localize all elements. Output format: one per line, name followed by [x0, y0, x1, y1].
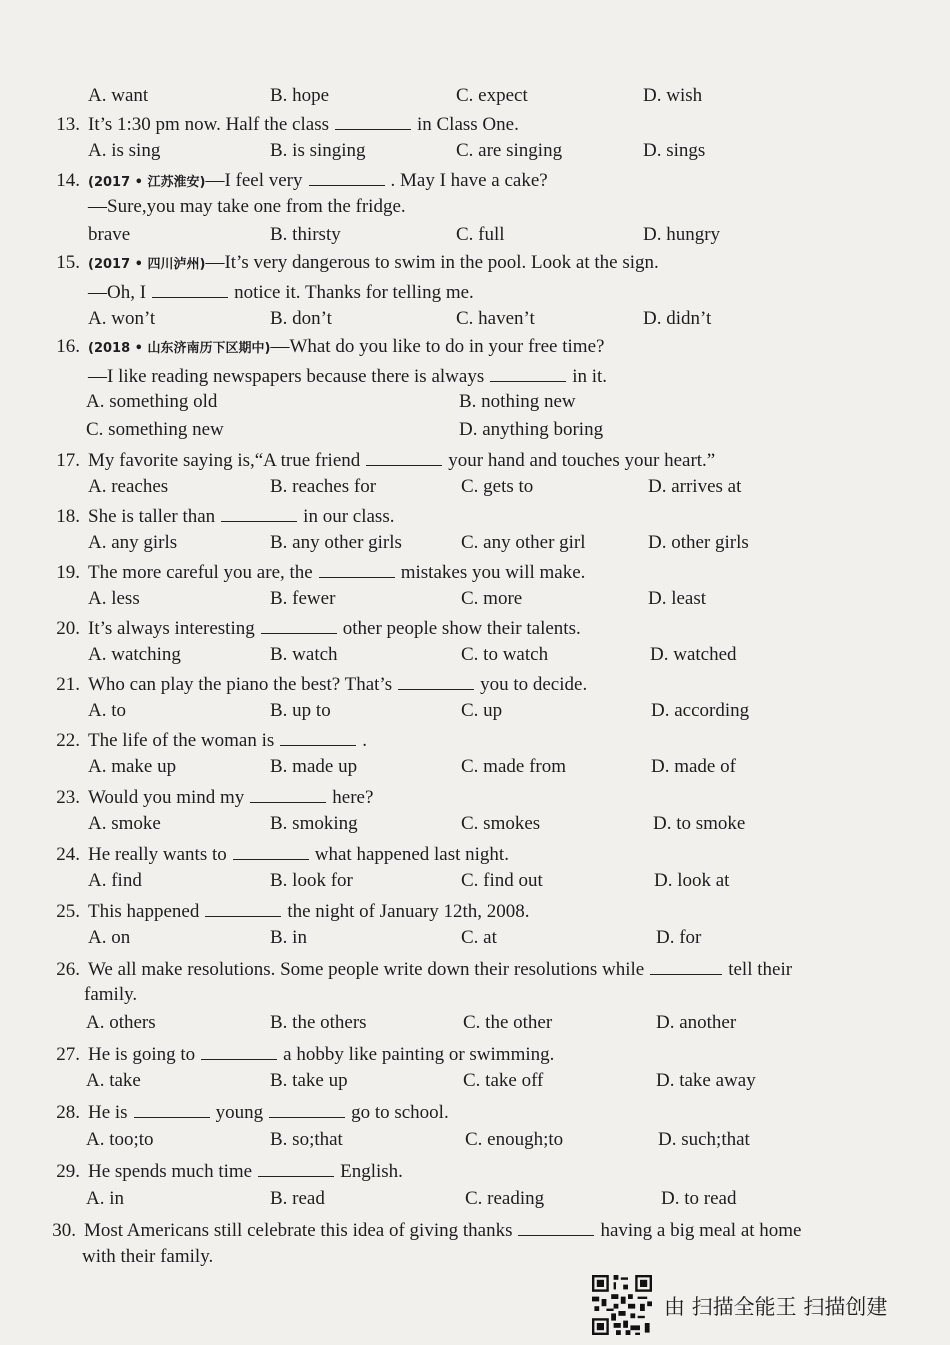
q19-stem: [44, 559, 585, 585]
question-number: 27.: [56, 1044, 80, 1065]
q12-option-c: C. expect: [456, 85, 528, 106]
q26-stem: [44, 956, 792, 982]
q26-option-a: A. others: [86, 1012, 156, 1033]
stem-text: He spends much time: [88, 1161, 253, 1182]
question-number: 28.: [56, 1102, 80, 1123]
q17-option-c: C. gets to: [461, 476, 534, 497]
stem-text: what happened last night.: [314, 844, 509, 865]
q29-option-b: B. read: [270, 1188, 325, 1209]
q13-option-c: C. are singing: [456, 140, 563, 161]
answer-blank: [221, 503, 297, 522]
stem-text: He is going to: [88, 1044, 196, 1065]
question-number: 24.: [56, 844, 80, 865]
question-source: (2017 • 四川泸州): [88, 257, 206, 272]
question-number: 30.: [52, 1220, 76, 1241]
q18-option-c: C. any other girl: [461, 532, 586, 553]
q16-option-a: A. something old: [86, 391, 218, 412]
stem-text: you to decide.: [480, 674, 588, 695]
q16-option-c: C. something new: [86, 419, 224, 440]
stem-text: go to school.: [351, 1102, 449, 1123]
q23-stem: [44, 784, 373, 810]
stem-text: —I feel very: [205, 170, 303, 191]
q18-option-d: D. other girls: [648, 532, 749, 553]
stem-text: This happened: [88, 901, 200, 922]
q26-option-b: B. the others: [270, 1012, 367, 1033]
stem-text: He is: [88, 1102, 128, 1123]
q12-option-d: D. wish: [643, 85, 703, 106]
q20-option-b: B. watch: [270, 644, 338, 665]
answer-blank: [490, 363, 566, 382]
q13-stem: [44, 111, 519, 137]
question-source: (2018 • 山东济南历下区期中): [88, 341, 271, 356]
qr-code-icon: [592, 1275, 652, 1335]
q18-stem: [44, 503, 394, 529]
q25-stem: [44, 898, 530, 924]
stem-text: in Class One.: [416, 114, 519, 135]
q28-option-b: B. so;that: [270, 1129, 343, 1150]
q14-option-a: brave: [88, 224, 131, 245]
answer-blank: [258, 1158, 334, 1177]
q29-option-a: A. in: [86, 1188, 124, 1209]
q14-option-c: C. full: [456, 224, 505, 245]
q29-option-c: C. reading: [465, 1188, 545, 1209]
q21-option-d: D. according: [651, 700, 750, 721]
scan-label: 由 扫描全能王 扫描创建: [664, 1295, 888, 1319]
q27-option-b: B. take up: [270, 1070, 348, 1091]
q14-option-b: B. thirsty: [270, 224, 341, 245]
q24-option-b: B. look for: [270, 870, 353, 891]
q30-stem: [40, 1217, 802, 1243]
q22-stem: [44, 727, 367, 753]
stem-text: the night of January 12th, 2008.: [287, 901, 530, 922]
q24-option-a: A. find: [88, 870, 142, 891]
stem-text: other people show their talents.: [342, 618, 581, 639]
q25-option-d: D. for: [656, 927, 702, 948]
stem-text: .: [362, 730, 368, 751]
answer-blank: [233, 841, 309, 860]
q15-line2: [88, 279, 474, 305]
q14-option-d: D. hungry: [643, 224, 721, 245]
question-number: 21.: [56, 674, 80, 695]
stem-text: mistakes you will make.: [400, 562, 586, 583]
question-number: 22.: [56, 730, 80, 751]
question-number: 17.: [56, 450, 80, 471]
answer-blank: [134, 1099, 210, 1118]
q12-option-a: A. want: [88, 85, 149, 106]
q21-option-a: A. to: [88, 700, 126, 721]
answer-blank: [366, 447, 442, 466]
stem-text: —Oh, I: [88, 282, 147, 303]
stem-text: your hand and touches your heart.”: [448, 450, 716, 471]
q19-option-d: D. least: [648, 588, 707, 609]
q19-option-b: B. fewer: [270, 588, 336, 609]
q26-line2: family.: [84, 984, 138, 1005]
q16-option-d: D. anything boring: [459, 419, 604, 440]
answer-blank: [398, 671, 474, 690]
q24-option-d: D. look at: [654, 870, 730, 891]
q23-option-d: D. to smoke: [653, 813, 746, 834]
stem-text: in our class.: [303, 506, 395, 527]
q13-option-d: D. sings: [643, 140, 706, 161]
q25-option-a: A. on: [88, 927, 131, 948]
stem-text: Who can play the piano the best? That’s: [88, 674, 393, 695]
q27-stem: [44, 1041, 554, 1067]
stem-text: . May I have a cake?: [390, 170, 548, 191]
q16-line2: [88, 363, 607, 389]
stem-text: It’s 1:30 pm now. Half the class: [88, 114, 329, 135]
stem-text: English.: [340, 1161, 403, 1182]
stem-text: —I like reading newspapers because there is always: [88, 366, 485, 387]
question-number: 18.: [56, 506, 80, 527]
question-number: 26.: [56, 959, 80, 980]
q20-stem: [44, 615, 581, 641]
q22-option-d: D. made of: [651, 756, 736, 777]
q24-option-c: C. find out: [461, 870, 543, 891]
stem-text: here?: [332, 787, 374, 808]
q26-option-c: C. the other: [463, 1012, 553, 1033]
q27-option-d: D. take away: [656, 1070, 756, 1091]
answer-blank: [309, 167, 385, 186]
q27-option-a: A. take: [86, 1070, 141, 1091]
stem-text: The life of the woman is: [88, 730, 275, 751]
stem-text: The more careful you are, the: [88, 562, 313, 583]
q15-option-d: D. didn’t: [643, 308, 712, 329]
q22-option-a: A. make up: [88, 756, 177, 777]
q20-option-d: D. watched: [650, 644, 737, 665]
q30-line2: with their family.: [82, 1246, 214, 1267]
q17-option-d: D. arrives at: [648, 476, 742, 497]
question-number: 16.: [56, 336, 80, 357]
q18-option-b: B. any other girls: [270, 532, 402, 553]
stem-text: My favorite saying is,“A true friend: [88, 450, 361, 471]
stem-text: a hobby like painting or swimming.: [283, 1044, 555, 1065]
q15-stem: [44, 251, 659, 277]
q28-option-d: D. such;that: [658, 1129, 750, 1150]
stem-text: We all make resolutions. Some people write down their resolutions while: [88, 959, 645, 980]
question-number: 15.: [56, 252, 80, 273]
q21-option-b: B. up to: [270, 700, 331, 721]
stem-text: He really wants to: [88, 844, 227, 865]
q23-option-b: B. smoking: [270, 813, 358, 834]
answer-blank: [152, 279, 228, 298]
q29-option-d: D. to read: [661, 1188, 737, 1209]
q19-option-a: A. less: [88, 588, 140, 609]
q28-option-a: A. too;to: [86, 1129, 154, 1150]
q29-stem: [44, 1158, 403, 1184]
q28-stem: [44, 1099, 449, 1125]
q22-option-b: B. made up: [270, 756, 358, 777]
question-source: (2017 • 江苏淮安): [88, 175, 206, 190]
q17-option-b: B. reaches for: [270, 476, 377, 497]
stem-text: in it.: [572, 366, 608, 387]
answer-blank: [319, 559, 395, 578]
stem-text: —What do you like to do in your free time?: [270, 336, 605, 357]
question-number: 19.: [56, 562, 80, 583]
answer-blank: [201, 1041, 277, 1060]
stem-text: —It’s very dangerous to swim in the pool. Look at the sign.: [205, 252, 659, 273]
q16-stem: [44, 335, 604, 361]
q22-option-c: C. made from: [461, 756, 567, 777]
q12-option-b: B. hope: [270, 85, 330, 106]
q21-stem: [44, 671, 587, 697]
stem-text: Would you mind my: [88, 787, 245, 808]
q20-option-c: C. to watch: [461, 644, 549, 665]
question-number: 14.: [56, 170, 80, 191]
answer-blank: [518, 1217, 594, 1236]
answer-blank: [650, 956, 722, 975]
stem-text: notice it. Thanks for telling me.: [234, 282, 474, 303]
q20-option-a: A. watching: [88, 644, 181, 665]
q27-option-c: C. take off: [463, 1070, 544, 1091]
q15-option-b: B. don’t: [270, 308, 332, 329]
q21-option-c: C. up: [461, 700, 503, 721]
answer-blank: [335, 111, 411, 130]
question-number: 23.: [56, 787, 80, 808]
q26-option-d: D. another: [656, 1012, 737, 1033]
q15-option-a: A. won’t: [88, 308, 156, 329]
q28-option-c: C. enough;to: [465, 1129, 564, 1150]
q14-line2: —Sure,you may take one from the fridge.: [88, 196, 406, 217]
q24-stem: [44, 841, 509, 867]
q19-option-c: C. more: [461, 588, 523, 609]
q17-stem: [44, 447, 715, 473]
question-number: 13.: [56, 114, 80, 135]
q14-stem: [44, 167, 548, 195]
q15-option-c: C. haven’t: [456, 308, 535, 329]
stem-text: having a big meal at home: [600, 1220, 802, 1241]
stem-text: She is taller than: [88, 506, 216, 527]
stem-text: Most Americans still celebrate this idea of giving thanks: [84, 1220, 513, 1241]
stem-text: tell their: [728, 959, 793, 980]
q25-option-b: B. in: [270, 927, 307, 948]
q23-option-a: A. smoke: [88, 813, 161, 834]
scanner-watermark: [592, 1275, 932, 1335]
question-number: 25.: [56, 901, 80, 922]
question-number: 20.: [56, 618, 80, 639]
question-number: 29.: [56, 1161, 80, 1182]
q18-option-a: A. any girls: [88, 532, 178, 553]
answer-blank: [269, 1099, 345, 1118]
q16-option-b: B. nothing new: [459, 391, 576, 412]
answer-blank: [250, 784, 326, 803]
q23-option-c: C. smokes: [461, 813, 541, 834]
answer-blank: [205, 898, 281, 917]
q17-option-a: A. reaches: [88, 476, 169, 497]
q13-option-b: B. is singing: [270, 140, 366, 161]
answer-blank: [280, 727, 356, 746]
q13-option-a: A. is sing: [88, 140, 161, 161]
q25-option-c: C. at: [461, 927, 497, 948]
answer-blank: [261, 615, 337, 634]
stem-text: young: [215, 1102, 264, 1123]
stem-text: It’s always interesting: [88, 618, 255, 639]
